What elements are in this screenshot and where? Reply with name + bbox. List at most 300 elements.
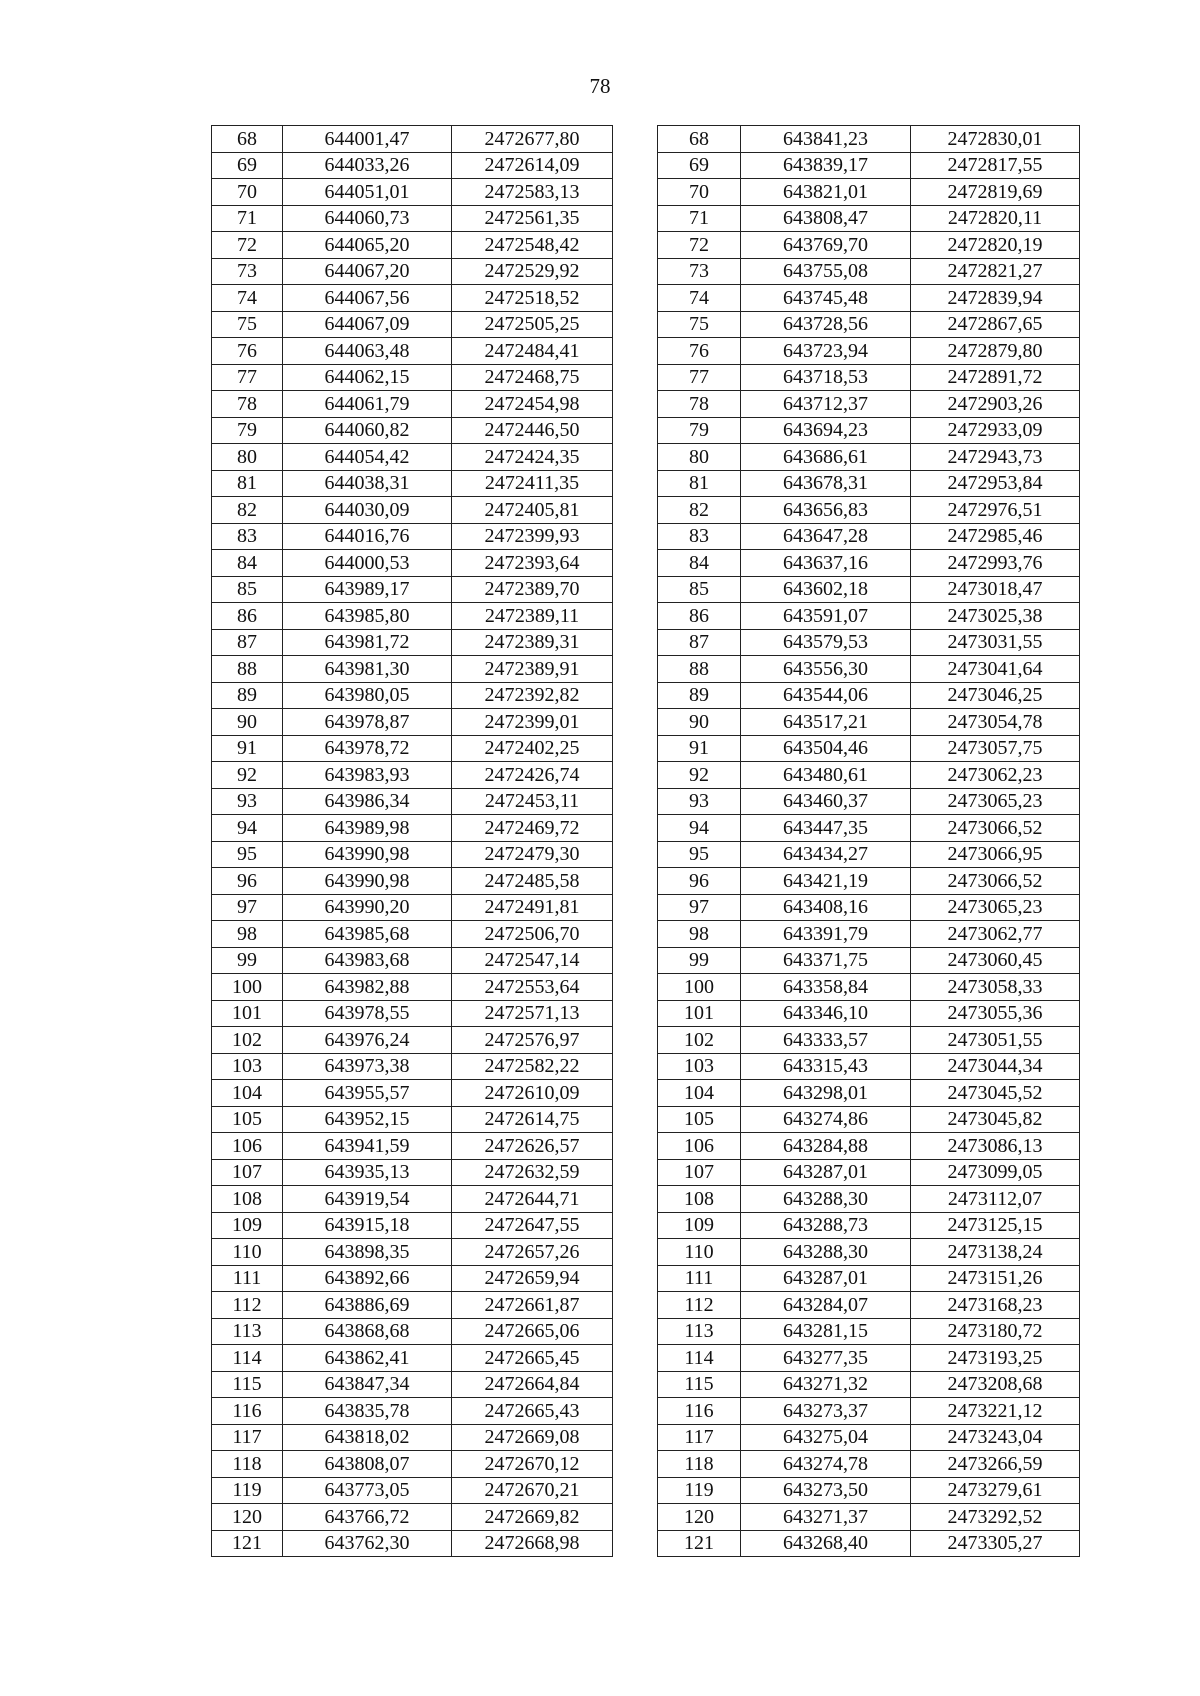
- point-number-right: 93: [658, 788, 741, 815]
- table-row: [212, 1212, 1080, 1239]
- gap-cell: [613, 258, 658, 285]
- table-row: [212, 1186, 1080, 1213]
- y-coordinate-right: 2473041,64: [911, 656, 1080, 683]
- x-coordinate-left: 644001,47: [283, 126, 452, 153]
- point-number-left: 90: [212, 709, 283, 736]
- y-coordinate-left: 2472665,43: [452, 1398, 613, 1425]
- x-coordinate-right: 643647,28: [741, 523, 911, 550]
- table-row: [212, 1345, 1080, 1372]
- y-coordinate-left: 2472610,09: [452, 1080, 613, 1107]
- gap-cell: [613, 1186, 658, 1213]
- y-coordinate-left: 2472411,35: [452, 470, 613, 497]
- y-coordinate-right: 2473018,47: [911, 576, 1080, 603]
- x-coordinate-right: 643556,30: [741, 656, 911, 683]
- point-number-left: 68: [212, 126, 283, 153]
- gap-cell: [613, 1371, 658, 1398]
- x-coordinate-left: 643915,18: [283, 1212, 452, 1239]
- y-coordinate-right: 2473279,61: [911, 1477, 1080, 1504]
- point-number-left: 82: [212, 497, 283, 524]
- x-coordinate-left: 643762,30: [283, 1530, 452, 1557]
- point-number-right: 100: [658, 974, 741, 1001]
- y-coordinate-right: 2473045,82: [911, 1106, 1080, 1133]
- point-number-left: 89: [212, 682, 283, 709]
- point-number-right: 107: [658, 1159, 741, 1186]
- x-coordinate-left: 644060,82: [283, 417, 452, 444]
- y-coordinate-left: 2472529,92: [452, 258, 613, 285]
- table-row: [212, 470, 1080, 497]
- y-coordinate-left: 2472506,70: [452, 921, 613, 948]
- y-coordinate-right: 2472976,51: [911, 497, 1080, 524]
- point-number-left: 73: [212, 258, 283, 285]
- gap-cell: [613, 417, 658, 444]
- table-row: [212, 205, 1080, 232]
- point-number-right: 74: [658, 285, 741, 312]
- x-coordinate-right: 643287,01: [741, 1159, 911, 1186]
- y-coordinate-right: 2473086,13: [911, 1133, 1080, 1160]
- gap-cell: [613, 1398, 658, 1425]
- x-coordinate-right: 643447,35: [741, 815, 911, 842]
- table-row: [212, 788, 1080, 815]
- x-coordinate-right: 643268,40: [741, 1530, 911, 1557]
- point-number-right: 101: [658, 1000, 741, 1027]
- x-coordinate-left: 644061,79: [283, 391, 452, 418]
- x-coordinate-right: 643273,37: [741, 1398, 911, 1425]
- point-number-right: 116: [658, 1398, 741, 1425]
- y-coordinate-right: 2473065,23: [911, 788, 1080, 815]
- y-coordinate-right: 2473031,55: [911, 629, 1080, 656]
- y-coordinate-left: 2472665,06: [452, 1318, 613, 1345]
- y-coordinate-left: 2472453,11: [452, 788, 613, 815]
- x-coordinate-right: 643284,07: [741, 1292, 911, 1319]
- y-coordinate-right: 2472903,26: [911, 391, 1080, 418]
- y-coordinate-left: 2472393,64: [452, 550, 613, 577]
- gap-cell: [613, 788, 658, 815]
- gap-cell: [613, 470, 658, 497]
- x-coordinate-right: 643274,78: [741, 1451, 911, 1478]
- table-row: [212, 868, 1080, 895]
- y-coordinate-left: 2472582,22: [452, 1053, 613, 1080]
- table-row: [212, 126, 1080, 153]
- y-coordinate-right: 2472879,80: [911, 338, 1080, 365]
- point-number-left: 114: [212, 1345, 283, 1372]
- y-coordinate-right: 2472867,65: [911, 311, 1080, 338]
- x-coordinate-right: 643517,21: [741, 709, 911, 736]
- y-coordinate-left: 2472576,97: [452, 1027, 613, 1054]
- y-coordinate-right: 2473125,15: [911, 1212, 1080, 1239]
- point-number-left: 76: [212, 338, 283, 365]
- x-coordinate-right: 643694,23: [741, 417, 911, 444]
- x-coordinate-left: 644038,31: [283, 470, 452, 497]
- point-number-right: 98: [658, 921, 741, 948]
- y-coordinate-right: 2473168,23: [911, 1292, 1080, 1319]
- x-coordinate-left: 643980,05: [283, 682, 452, 709]
- x-coordinate-right: 643480,61: [741, 762, 911, 789]
- table-row: [212, 709, 1080, 736]
- y-coordinate-right: 2472817,55: [911, 152, 1080, 179]
- y-coordinate-left: 2472468,75: [452, 364, 613, 391]
- x-coordinate-right: 643769,70: [741, 232, 911, 259]
- x-coordinate-left: 644065,20: [283, 232, 452, 259]
- point-number-right: 115: [658, 1371, 741, 1398]
- x-coordinate-right: 643728,56: [741, 311, 911, 338]
- x-coordinate-left: 643941,59: [283, 1133, 452, 1160]
- x-coordinate-left: 644033,26: [283, 152, 452, 179]
- point-number-left: 74: [212, 285, 283, 312]
- x-coordinate-right: 643745,48: [741, 285, 911, 312]
- x-coordinate-left: 643985,68: [283, 921, 452, 948]
- point-number-left: 104: [212, 1080, 283, 1107]
- point-number-left: 94: [212, 815, 283, 842]
- y-coordinate-left: 2472547,14: [452, 947, 613, 974]
- table-row: [212, 364, 1080, 391]
- x-coordinate-left: 643982,88: [283, 974, 452, 1001]
- point-number-right: 78: [658, 391, 741, 418]
- y-coordinate-left: 2472491,81: [452, 894, 613, 921]
- table-row: [212, 1053, 1080, 1080]
- y-coordinate-right: 2473057,75: [911, 735, 1080, 762]
- y-coordinate-right: 2473062,23: [911, 762, 1080, 789]
- x-coordinate-right: 643284,88: [741, 1133, 911, 1160]
- point-number-left: 83: [212, 523, 283, 550]
- gap-cell: [613, 841, 658, 868]
- y-coordinate-left: 2472479,30: [452, 841, 613, 868]
- table-row: [212, 338, 1080, 365]
- x-coordinate-left: 643935,13: [283, 1159, 452, 1186]
- y-coordinate-right: 2473112,07: [911, 1186, 1080, 1213]
- point-number-left: 80: [212, 444, 283, 471]
- y-coordinate-right: 2473065,23: [911, 894, 1080, 921]
- y-coordinate-right: 2472891,72: [911, 364, 1080, 391]
- table-row: [212, 1292, 1080, 1319]
- y-coordinate-left: 2472571,13: [452, 1000, 613, 1027]
- y-coordinate-left: 2472626,57: [452, 1133, 613, 1160]
- y-coordinate-left: 2472405,81: [452, 497, 613, 524]
- x-coordinate-right: 643358,84: [741, 974, 911, 1001]
- y-coordinate-left: 2472469,72: [452, 815, 613, 842]
- x-coordinate-left: 643981,30: [283, 656, 452, 683]
- y-coordinate-left: 2472664,84: [452, 1371, 613, 1398]
- gap-cell: [613, 1424, 658, 1451]
- table-row: [212, 179, 1080, 206]
- x-coordinate-left: 643835,78: [283, 1398, 452, 1425]
- point-number-right: 96: [658, 868, 741, 895]
- y-coordinate-right: 2473051,55: [911, 1027, 1080, 1054]
- y-coordinate-left: 2472669,08: [452, 1424, 613, 1451]
- gap-cell: [613, 205, 658, 232]
- y-coordinate-left: 2472583,13: [452, 179, 613, 206]
- gap-cell: [613, 603, 658, 630]
- y-coordinate-left: 2472644,71: [452, 1186, 613, 1213]
- table-row: [212, 1239, 1080, 1266]
- point-number-right: 85: [658, 576, 741, 603]
- point-number-left: 110: [212, 1239, 283, 1266]
- y-coordinate-right: 2473060,45: [911, 947, 1080, 974]
- point-number-right: 97: [658, 894, 741, 921]
- table-row: [212, 1265, 1080, 1292]
- table-row: [212, 232, 1080, 259]
- gap-cell: [613, 1106, 658, 1133]
- point-number-right: 80: [658, 444, 741, 471]
- gap-cell: [613, 285, 658, 312]
- gap-cell: [613, 232, 658, 259]
- y-coordinate-left: 2472677,80: [452, 126, 613, 153]
- point-number-right: 75: [658, 311, 741, 338]
- y-coordinate-right: 2473066,52: [911, 868, 1080, 895]
- point-number-right: 72: [658, 232, 741, 259]
- table-row: [212, 947, 1080, 974]
- point-number-right: 79: [658, 417, 741, 444]
- gap-cell: [613, 364, 658, 391]
- gap-cell: [613, 1345, 658, 1372]
- x-coordinate-right: 643591,07: [741, 603, 911, 630]
- table-row: [212, 1424, 1080, 1451]
- y-coordinate-right: 2472821,27: [911, 258, 1080, 285]
- gap-cell: [613, 629, 658, 656]
- x-coordinate-right: 643275,04: [741, 1424, 911, 1451]
- y-coordinate-right: 2473058,33: [911, 974, 1080, 1001]
- point-number-right: 77: [658, 364, 741, 391]
- table-row: [212, 1080, 1080, 1107]
- x-coordinate-right: 643391,79: [741, 921, 911, 948]
- gap-cell: [613, 311, 658, 338]
- y-coordinate-right: 2473045,52: [911, 1080, 1080, 1107]
- x-coordinate-right: 643408,16: [741, 894, 911, 921]
- x-coordinate-right: 643421,19: [741, 868, 911, 895]
- y-coordinate-left: 2472399,01: [452, 709, 613, 736]
- x-coordinate-left: 643986,34: [283, 788, 452, 815]
- y-coordinate-left: 2472389,91: [452, 656, 613, 683]
- y-coordinate-right: 2473221,12: [911, 1398, 1080, 1425]
- x-coordinate-left: 643978,55: [283, 1000, 452, 1027]
- point-number-left: 88: [212, 656, 283, 683]
- point-number-left: 78: [212, 391, 283, 418]
- gap-cell: [613, 391, 658, 418]
- point-number-right: 73: [658, 258, 741, 285]
- gap-cell: [613, 523, 658, 550]
- x-coordinate-left: 643773,05: [283, 1477, 452, 1504]
- y-coordinate-right: 2473138,24: [911, 1239, 1080, 1266]
- x-coordinate-right: 643821,01: [741, 179, 911, 206]
- gap-cell: [613, 179, 658, 206]
- gap-cell: [613, 550, 658, 577]
- x-coordinate-left: 643898,35: [283, 1239, 452, 1266]
- coordinates-table-body: [212, 126, 1080, 1557]
- x-coordinate-left: 644051,01: [283, 179, 452, 206]
- point-number-left: 109: [212, 1212, 283, 1239]
- y-coordinate-right: 2472839,94: [911, 285, 1080, 312]
- point-number-left: 87: [212, 629, 283, 656]
- x-coordinate-right: 643712,37: [741, 391, 911, 418]
- point-number-right: 88: [658, 656, 741, 683]
- gap-cell: [613, 497, 658, 524]
- table-row: [212, 1027, 1080, 1054]
- gap-cell: [613, 576, 658, 603]
- x-coordinate-left: 644000,53: [283, 550, 452, 577]
- table-row: [212, 894, 1080, 921]
- point-number-left: 96: [212, 868, 283, 895]
- table-row: [212, 576, 1080, 603]
- point-number-right: 92: [658, 762, 741, 789]
- y-coordinate-right: 2473062,77: [911, 921, 1080, 948]
- y-coordinate-left: 2472665,45: [452, 1345, 613, 1372]
- x-coordinate-left: 644062,15: [283, 364, 452, 391]
- y-coordinate-right: 2473151,26: [911, 1265, 1080, 1292]
- x-coordinate-left: 643919,54: [283, 1186, 452, 1213]
- y-coordinate-right: 2472830,01: [911, 126, 1080, 153]
- x-coordinate-right: 643271,37: [741, 1504, 911, 1531]
- table-row: [212, 311, 1080, 338]
- y-coordinate-left: 2472661,87: [452, 1292, 613, 1319]
- x-coordinate-right: 643434,27: [741, 841, 911, 868]
- point-number-right: 120: [658, 1504, 741, 1531]
- x-coordinate-left: 643862,41: [283, 1345, 452, 1372]
- point-number-right: 111: [658, 1265, 741, 1292]
- point-number-right: 89: [658, 682, 741, 709]
- y-coordinate-right: 2473180,72: [911, 1318, 1080, 1345]
- x-coordinate-left: 644067,56: [283, 285, 452, 312]
- y-coordinate-left: 2472670,12: [452, 1451, 613, 1478]
- gap-cell: [613, 1239, 658, 1266]
- x-coordinate-right: 643656,83: [741, 497, 911, 524]
- gap-cell: [613, 126, 658, 153]
- x-coordinate-right: 643288,30: [741, 1239, 911, 1266]
- table-row: [212, 1106, 1080, 1133]
- x-coordinate-right: 643544,06: [741, 682, 911, 709]
- gap-cell: [613, 1000, 658, 1027]
- y-coordinate-right: 2473099,05: [911, 1159, 1080, 1186]
- x-coordinate-left: 644054,42: [283, 444, 452, 471]
- point-number-left: 71: [212, 205, 283, 232]
- point-number-right: 86: [658, 603, 741, 630]
- table-row: [212, 1371, 1080, 1398]
- x-coordinate-left: 644067,20: [283, 258, 452, 285]
- point-number-left: 77: [212, 364, 283, 391]
- gap-cell: [613, 1053, 658, 1080]
- x-coordinate-right: 643273,50: [741, 1477, 911, 1504]
- point-number-right: 83: [658, 523, 741, 550]
- x-coordinate-right: 643346,10: [741, 1000, 911, 1027]
- point-number-left: 86: [212, 603, 283, 630]
- y-coordinate-right: 2472820,11: [911, 205, 1080, 232]
- x-coordinate-left: 643955,57: [283, 1080, 452, 1107]
- gap-cell: [613, 709, 658, 736]
- table-row: [212, 1451, 1080, 1478]
- point-number-right: 90: [658, 709, 741, 736]
- x-coordinate-right: 643841,23: [741, 126, 911, 153]
- point-number-right: 121: [658, 1530, 741, 1557]
- table-row: [212, 285, 1080, 312]
- table-row: [212, 550, 1080, 577]
- point-number-left: 108: [212, 1186, 283, 1213]
- table-row: [212, 1477, 1080, 1504]
- point-number-left: 111: [212, 1265, 283, 1292]
- gap-cell: [613, 974, 658, 1001]
- table-row: [212, 152, 1080, 179]
- table-row: [212, 1000, 1080, 1027]
- point-number-right: 103: [658, 1053, 741, 1080]
- gap-cell: [613, 762, 658, 789]
- table-row: [212, 815, 1080, 842]
- x-coordinate-left: 643985,80: [283, 603, 452, 630]
- x-coordinate-left: 644030,09: [283, 497, 452, 524]
- gap-cell: [613, 1451, 658, 1478]
- y-coordinate-right: 2472943,73: [911, 444, 1080, 471]
- y-coordinate-left: 2472402,25: [452, 735, 613, 762]
- point-number-right: 69: [658, 152, 741, 179]
- y-coordinate-right: 2472985,46: [911, 523, 1080, 550]
- gap-cell: [613, 1080, 658, 1107]
- x-coordinate-left: 643978,72: [283, 735, 452, 762]
- y-coordinate-left: 2472614,75: [452, 1106, 613, 1133]
- point-number-right: 91: [658, 735, 741, 762]
- x-coordinate-left: 643981,72: [283, 629, 452, 656]
- point-number-right: 87: [658, 629, 741, 656]
- point-number-right: 119: [658, 1477, 741, 1504]
- point-number-left: 79: [212, 417, 283, 444]
- gap-cell: [613, 1212, 658, 1239]
- point-number-right: 81: [658, 470, 741, 497]
- y-coordinate-right: 2473208,68: [911, 1371, 1080, 1398]
- gap-cell: [613, 152, 658, 179]
- table-row: [212, 417, 1080, 444]
- point-number-right: 105: [658, 1106, 741, 1133]
- table-row: [212, 735, 1080, 762]
- table-row: [212, 1133, 1080, 1160]
- x-coordinate-left: 643989,98: [283, 815, 452, 842]
- point-number-left: 118: [212, 1451, 283, 1478]
- point-number-left: 113: [212, 1318, 283, 1345]
- x-coordinate-right: 643288,73: [741, 1212, 911, 1239]
- table-row: [212, 391, 1080, 418]
- x-coordinate-left: 643808,07: [283, 1451, 452, 1478]
- table-row: [212, 1504, 1080, 1531]
- point-number-left: 106: [212, 1133, 283, 1160]
- point-number-left: 120: [212, 1504, 283, 1531]
- x-coordinate-left: 643847,34: [283, 1371, 452, 1398]
- table-row: [212, 523, 1080, 550]
- gap-cell: [613, 682, 658, 709]
- point-number-right: 108: [658, 1186, 741, 1213]
- y-coordinate-right: 2473266,59: [911, 1451, 1080, 1478]
- y-coordinate-left: 2472424,35: [452, 444, 613, 471]
- table-row: [212, 762, 1080, 789]
- table-row: [212, 1530, 1080, 1557]
- gap-cell: [613, 921, 658, 948]
- point-number-left: 117: [212, 1424, 283, 1451]
- y-coordinate-right: 2473044,34: [911, 1053, 1080, 1080]
- y-coordinate-left: 2472669,82: [452, 1504, 613, 1531]
- x-coordinate-right: 643579,53: [741, 629, 911, 656]
- y-coordinate-left: 2472659,94: [452, 1265, 613, 1292]
- x-coordinate-right: 643281,15: [741, 1318, 911, 1345]
- point-number-left: 92: [212, 762, 283, 789]
- point-number-right: 70: [658, 179, 741, 206]
- point-number-left: 115: [212, 1371, 283, 1398]
- y-coordinate-right: 2473025,38: [911, 603, 1080, 630]
- x-coordinate-left: 643989,17: [283, 576, 452, 603]
- y-coordinate-left: 2472389,70: [452, 576, 613, 603]
- gap-cell: [613, 1477, 658, 1504]
- x-coordinate-right: 643333,57: [741, 1027, 911, 1054]
- point-number-left: 100: [212, 974, 283, 1001]
- table-row: [212, 444, 1080, 471]
- gap-cell: [613, 444, 658, 471]
- y-coordinate-left: 2472548,42: [452, 232, 613, 259]
- x-coordinate-left: 643978,87: [283, 709, 452, 736]
- table-row: [212, 1159, 1080, 1186]
- y-coordinate-left: 2472484,41: [452, 338, 613, 365]
- point-number-left: 75: [212, 311, 283, 338]
